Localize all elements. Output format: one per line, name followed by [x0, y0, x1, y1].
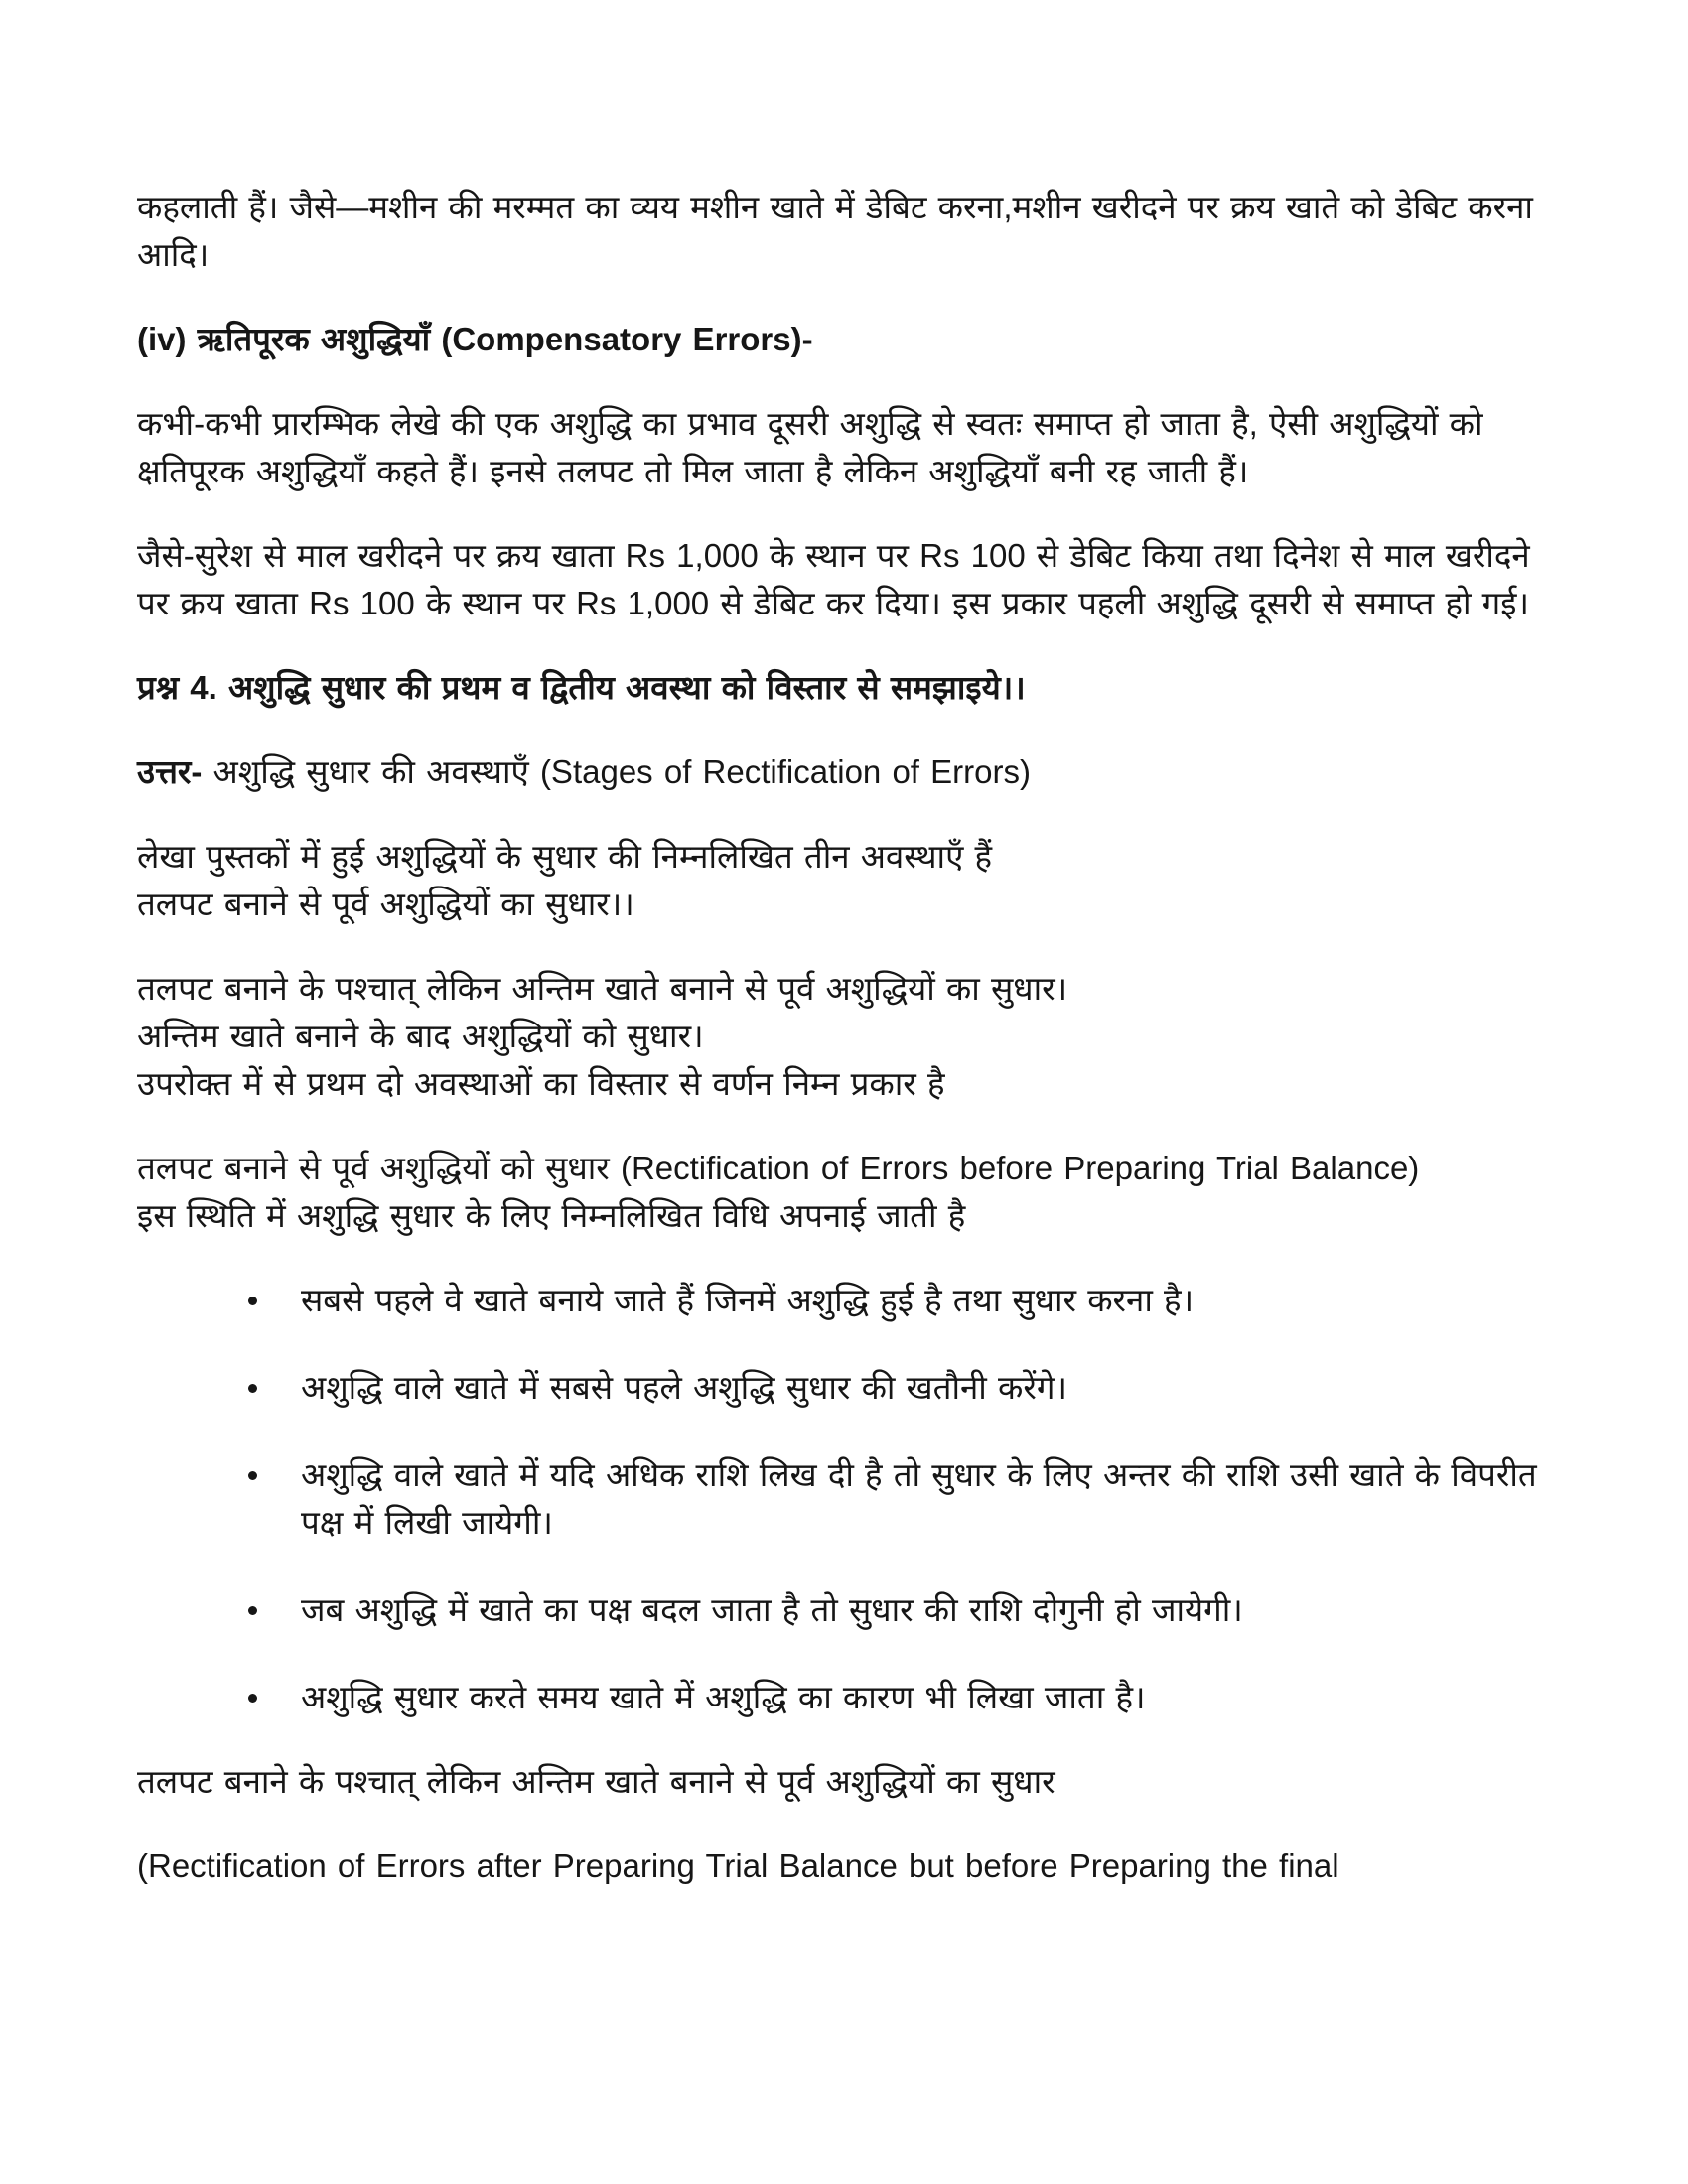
paragraph-stages-list: [137, 965, 1567, 1108]
paragraph-compensatory-definition: कभी-कभी प्रारम्भिक लेखे की एक अशुद्धि का प्रभाव दूसरी अशुद्धि से स्वतः समाप्त हो जाता है, ऐसी अशुद्धियों को क्षतिपूरक अशुद्धियाँ कहते हैं। इनसे तलपट तो मिल जाता है लेकिन अशुद्धियाँ बनी रह जाती हैं।: [137, 405, 1483, 489]
answer-label: उत्तर-: [137, 753, 203, 790]
stages-line-1: लेखा पुस्तकों में हुई अशुद्धियों के सुधार की निम्नलिखित तीन अवस्थाएँ हैं: [137, 838, 993, 875]
paragraph-rectification-after-hindi: तलपट बनाने के पश्चात् लेकिन अन्तिम खाते बनाने से पूर्व अशुद्धियों का सुधार: [137, 1763, 1055, 1800]
answer-text: अशुद्धि सुधार की अवस्थाएँ (Stages of Rectification of Errors): [202, 753, 1031, 790]
paragraph-rectification-after-english: (Rectification of Errors after Preparing Trial Balance but before Preparing the final: [137, 1847, 1339, 1884]
list-item: [137, 1451, 1567, 1547]
stages-list-line-1: तलपट बनाने के पश्चात् लेकिन अन्तिम खाते बनाने से पूर्व अशुद्धियों का सुधार।: [137, 970, 1068, 1007]
list-item-text: सबसे पहले वे खाते बनाये जाते हैं जिनमें अशुद्धि हुई है तथा सुधार करना है।: [301, 1282, 1195, 1318]
bullet-icon: [248, 1297, 257, 1305]
document-body: [137, 184, 1567, 1927]
heading-compensatory-errors: (iv) ऋतिपूरक अशुद्धियाँ (Compensatory Errors)-: [137, 321, 813, 357]
paragraph-three-stages: [137, 833, 1567, 928]
list-item: [137, 1674, 1567, 1721]
rect-before-line-1: तलपट बनाने से पूर्व अशुद्धियों को सुधार (Rectification of Errors before Preparing Trial Balance): [137, 1150, 1420, 1186]
bullet-icon: [248, 1471, 257, 1480]
bullet-icon: [248, 1606, 257, 1615]
list-item: [137, 1586, 1567, 1634]
list-item: [137, 1364, 1567, 1412]
bullet-icon: [248, 1384, 257, 1393]
stages-list-line-2: अन्तिम खाते बनाने के बाद अशुद्धियों को सुधार।: [137, 1018, 704, 1054]
bullet-icon: [248, 1694, 257, 1703]
list-item: [137, 1277, 1567, 1324]
list-item-text: जब अशुद्धि में खाते का पक्ष बदल जाता है तो सुधार की राशि दोगुनी हो जायेगी।: [301, 1591, 1243, 1628]
paragraph-machine-example: कहलाती हैं। जैसे—मशीन की मरम्मत का व्यय मशीन खाते में डेबिट करना,मशीन खरीदने पर क्रय खाते को डेबिट करना आदि।: [137, 189, 1533, 273]
rectification-steps-list: [137, 1277, 1567, 1721]
answer-line: [137, 749, 1567, 796]
stages-line-2: तलपट बनाने से पूर्व अशुद्धियों का सुधार।।: [137, 886, 634, 922]
list-item-text: अशुद्धि वाले खाते में सबसे पहले अशुद्धि सुधार की खतौनी करेंगे।: [301, 1369, 1067, 1406]
heading-question-4: प्रश्न 4. अशुद्धि सुधार की प्रथम व द्वितीय अवस्था को विस्तार से समझाइये।।: [137, 669, 1026, 706]
rect-before-line-2: इस स्थिति में अशुद्धि सुधार के लिए निम्नलिखित विधि अपनाई जाती है: [137, 1197, 966, 1234]
stages-list-line-3: उपरोक्त में से प्रथम दो अवस्थाओं का विस्तार से वर्णन निम्न प्रकार है: [137, 1065, 945, 1102]
paragraph-suresh-dinesh-example: जैसे-सुरेश से माल खरीदने पर क्रय खाता Rs 1,000 के स्थान पर Rs 100 से डेबिट किया तथा दिनेश से माल खरीदने पर क्रय खाता Rs 100 के स्थान पर Rs 1,000 से डेबिट कर दिया। इस प्रकार पहली अशुद्धि दूसरी से समाप्त हो गई।: [137, 537, 1530, 621]
list-item-text: अशुद्धि वाले खाते में यदि अधिक राशि लिख दी है तो सुधार के लिए अन्तर की राशि उसी खाते के विपरीत पक्ष में लिखी जायेगी।: [301, 1456, 1537, 1541]
list-item-text: अशुद्धि सुधार करते समय खाते में अशुद्धि का कारण भी लिखा जाता है।: [301, 1679, 1146, 1715]
paragraph-rectification-before: [137, 1145, 1567, 1240]
